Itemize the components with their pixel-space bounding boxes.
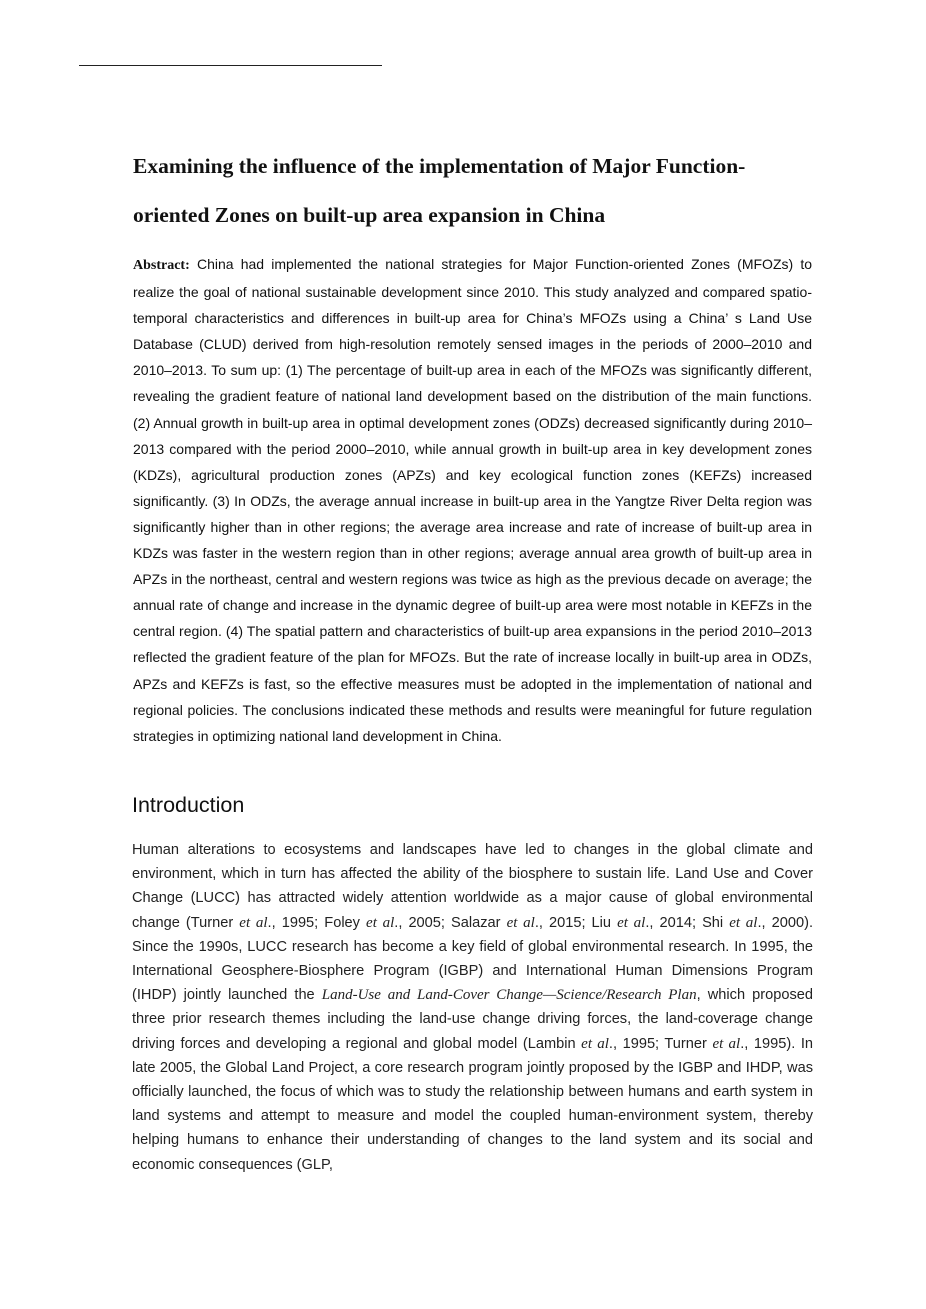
abstract-text: China had implemented the national strategies for Major Function-oriented Zones (MFOZs) to realize the goal of national sustainable development since 2010. This study analyzed and compared spatio-temporal characteristics and differences in built-up area for China’s MFOZs using a China’ s Land Use Database (CLUD) derived from high-resolution remotely sensed images in the periods of 2000–2010 and 2010–2013. To sum up: (1) The percentage of built-up area in each of the MFOZs was significantly different, revealing the gradient feature of national land development based on the distribution of the main functions. (2) Annual growth in built-up area in optimal development zones (ODZs) decreased significantly during 2010–2013 compared with the period 2000–2010, while annual growth in built-up area in key development zones (KDZs), agricultural production zones (APZs) and key ecological function zones (KEFZs) increased significantly. (3) In ODZs, the average annual increase in built-up area in the Yangtze River Delta region was significantly higher than in other regions; the average area increase and rate of increase of built-up area in KDZs was faster in the western region than in other regions; average annual area growth of built-up area in APZs in the northeast, central and western regions was twice as high as the previous decade on average; the annual rate of change and increase in the dynamic degree of built-up area were most notable in KEFZs in the central region. (4) The spatial pattern and characteristics of built-up area expansions in the period 2010–2013 reflected the gradient feature of the plan for MFOZs. But the rate of increase locally in built-up area in ODZs, APZs and KEFZs is fast, so the effective measures must be adopted in the implementation of national and regional policies. The conclusions indicated these methods and results were meaningful for future regulation strategies in optimizing national land development in China. <box>133 256 813 744</box>
intro-italic: et al <box>239 914 268 931</box>
intro-italic: et al <box>506 914 535 931</box>
intro-text: Human alterations to ecosystems and landscapes have led to changes in the global climate and environment, which in turn has affected the ability of the biosphere to sustain life. Land Use and Cover Change (LUCC) has attracted widely attention worldwide as a major cause of global environmental change (Turner <box>132 842 813 931</box>
intro-italic: et al <box>617 914 646 931</box>
abstract <box>133 251 812 749</box>
intro-text: ., 2015; Liu <box>534 914 618 931</box>
header-rule <box>79 65 382 66</box>
abstract-label: Abstract: <box>133 258 190 273</box>
intro-text: ., 1995; Turner <box>608 1035 713 1052</box>
intro-text: ., 2014; Shi <box>645 914 730 931</box>
intro-italic: et al <box>581 1035 609 1052</box>
intro-italic: et al <box>712 1035 741 1052</box>
intro-text: , which proposed three prior research themes including the land-use change driving forces, the land-coverage change driving forces and developing a regional and global model (Lambin <box>132 987 813 1052</box>
intro-italic: et al <box>729 914 758 931</box>
intro-text: ., 2005; Salazar <box>394 914 507 931</box>
introduction-heading: Introduction <box>132 793 245 817</box>
paper-title: Examining the influence of the implementation of Major Function-oriented Zones on built-up area expansion in China <box>133 154 746 227</box>
intro-italic: et al <box>366 914 395 931</box>
introduction-paragraph <box>132 838 813 1177</box>
intro-text: ., 1995). In late 2005, the Global Land Project, a core research program jointly proposed by the IGBP and IHDP, was officially launched, the focus of which was to study the relationship between humans and earth system in land systems and attempt to measure and model the coupled human-environment system, thereby helping humans to enhance their understanding of changes to the land system and its social and economic consequences (GLP, <box>132 1035 813 1173</box>
intro-text: ., 2000). Since the 1990s, LUCC research has become a key field of global environmental research. In 1995, the International Geosphere-Biosphere Program (IGBP) and International Human Dimensions Program (IHDP) jointly launched the <box>132 914 814 1004</box>
intro-text: ., 1995; Foley <box>267 914 367 931</box>
intro-italic: Land-Use and Land-Cover Change—Science/Research Plan <box>321 987 697 1004</box>
